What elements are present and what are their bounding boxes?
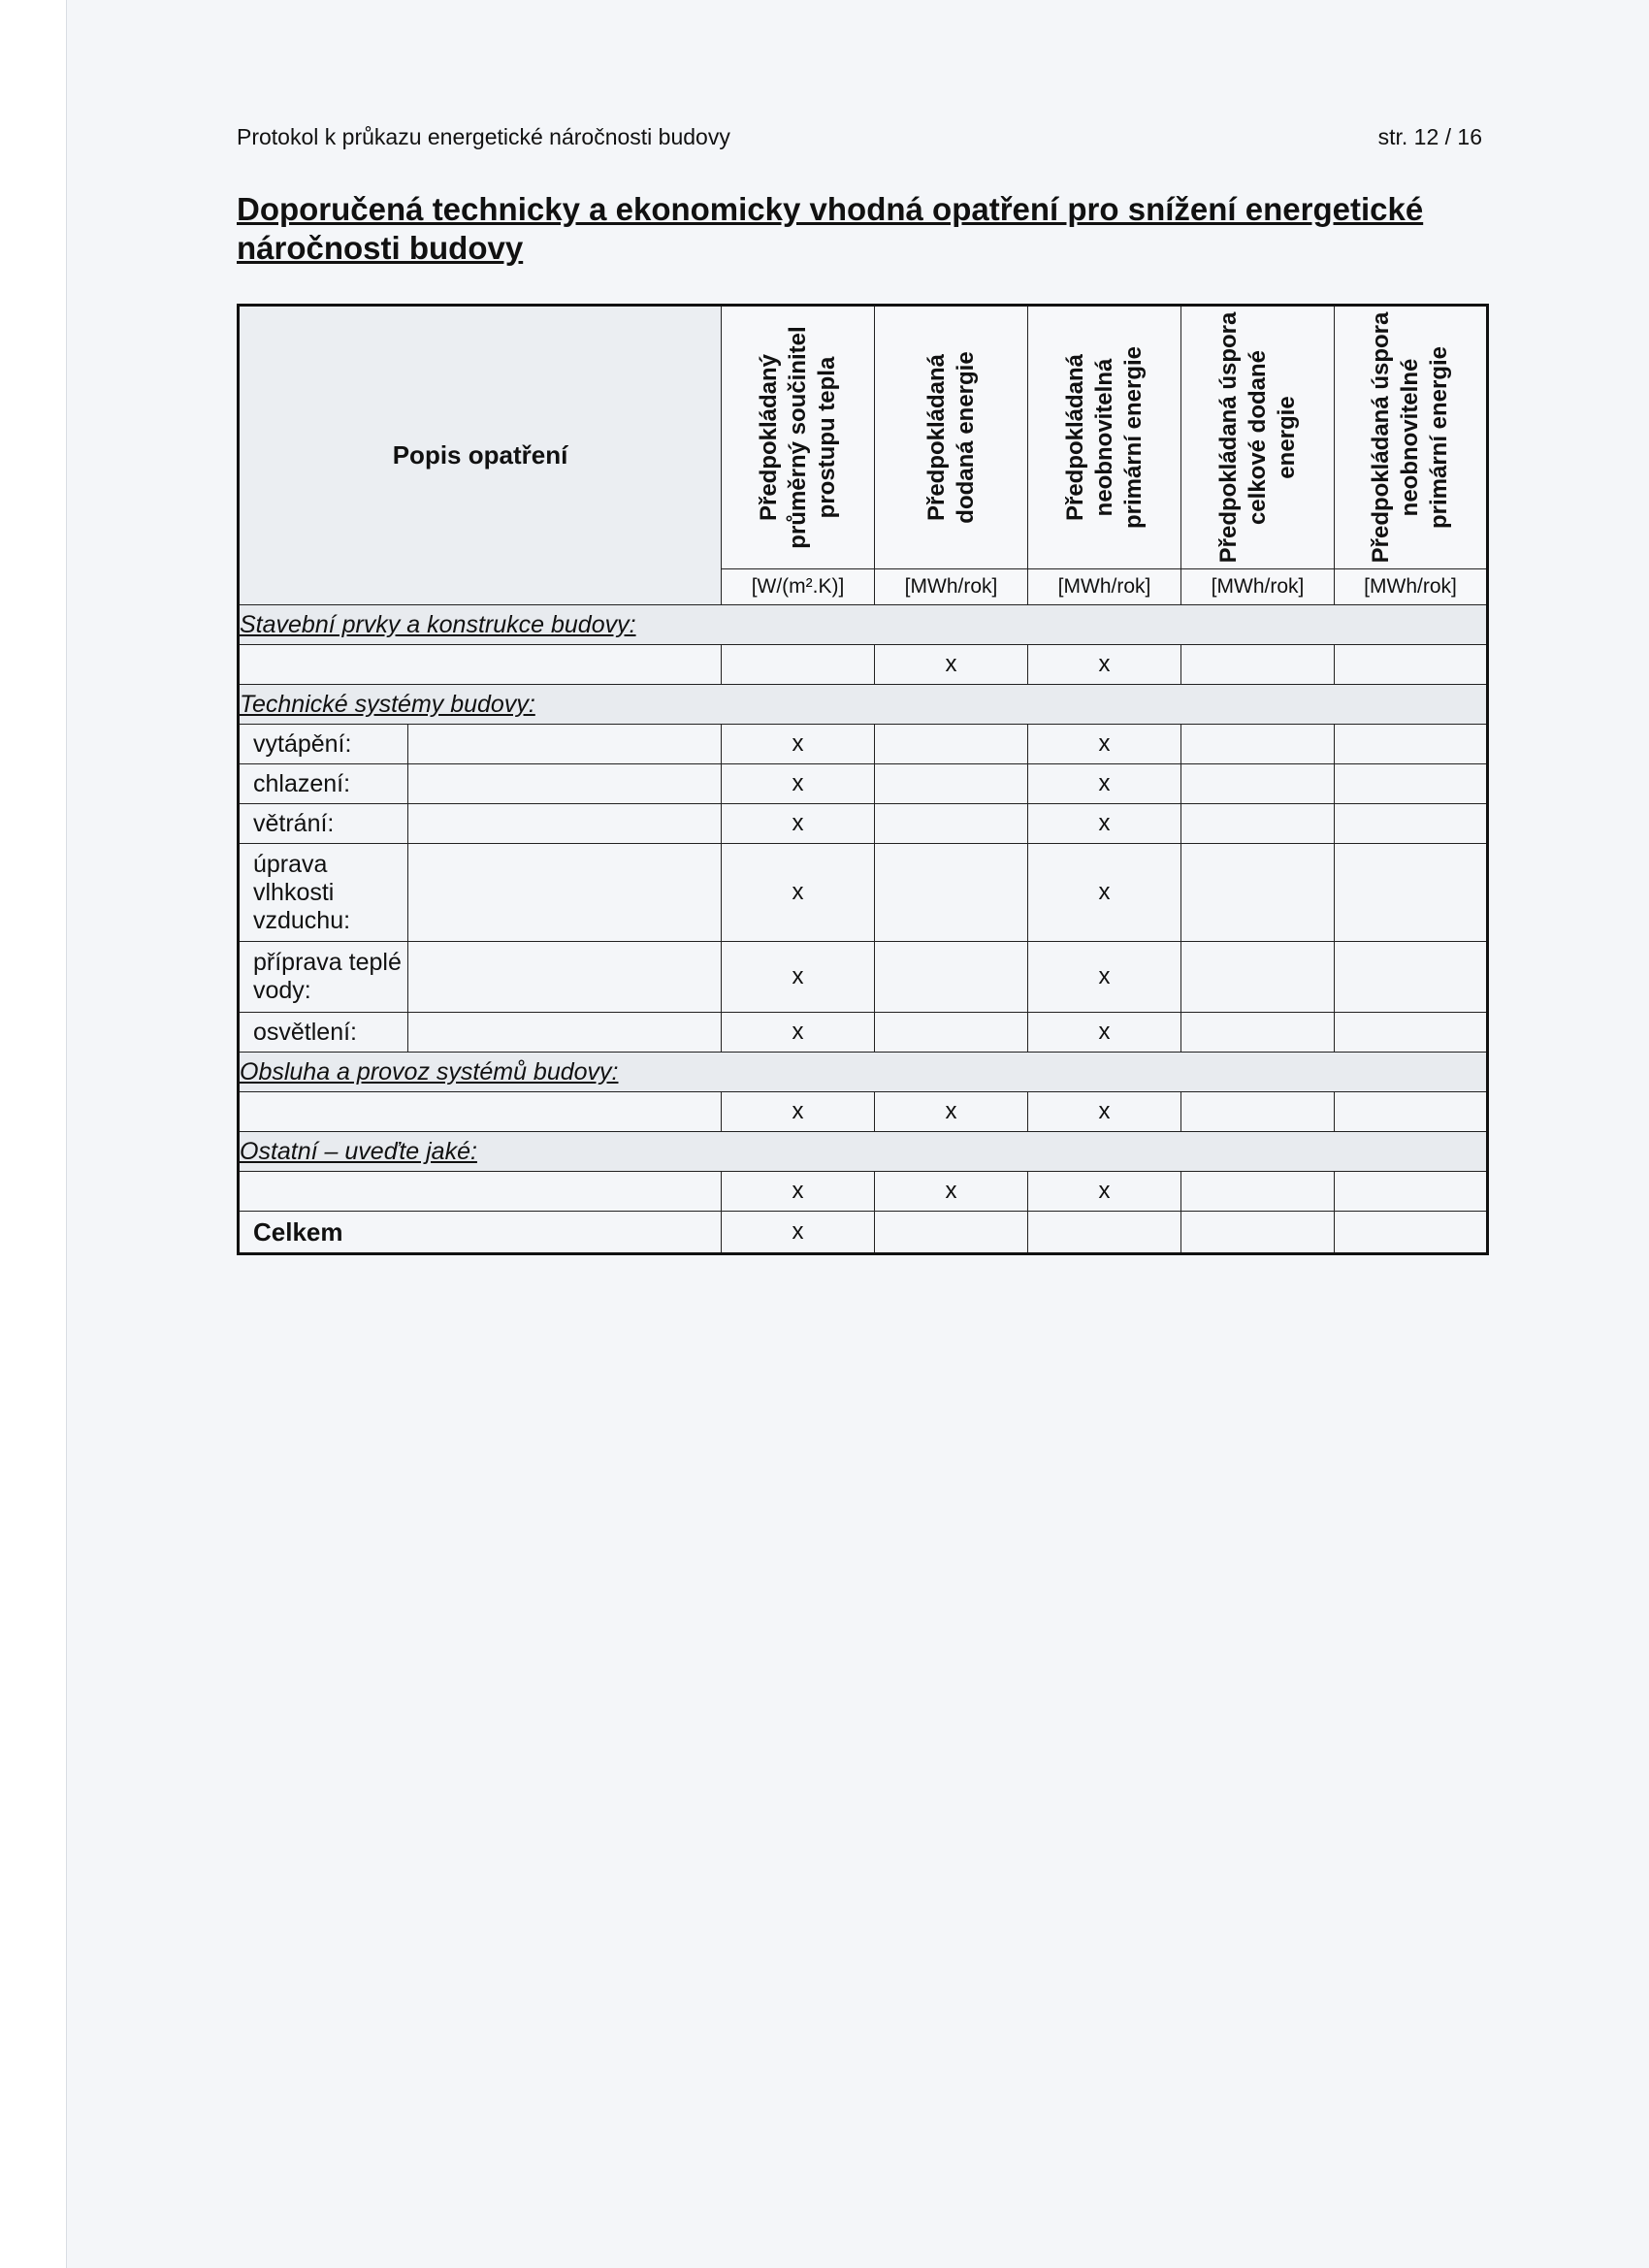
entry-cell: [239, 1092, 722, 1132]
section-label: Stavební prvky a konstrukce budovy:: [239, 605, 1488, 645]
system-label: úprava vlhkosti vzduchu:: [239, 844, 408, 942]
mark-cell: [1335, 1212, 1488, 1254]
mark-cell: [1335, 804, 1488, 844]
page-title: Doporučená technicky a ekonomicky vhodná opatření pro snížení energetické náročnosti budovy: [237, 191, 1424, 266]
mark-cell: [1181, 764, 1335, 804]
table-row: [239, 764, 1488, 804]
column-header: [1028, 306, 1181, 569]
section-row-stavebni: [239, 605, 1488, 645]
page-number: str. 12 / 16: [1377, 124, 1482, 149]
mark-cell: x: [875, 1092, 1028, 1132]
mark-cell: x: [722, 1172, 875, 1212]
mark-cell: [722, 645, 875, 685]
section-label: Technické systémy budovy:: [239, 685, 1488, 725]
mark-cell: [875, 804, 1028, 844]
table-row: [239, 804, 1488, 844]
column-header: [1335, 306, 1488, 569]
mark-cell: [1335, 764, 1488, 804]
mark-cell: [1335, 942, 1488, 1013]
mark-cell: [1335, 844, 1488, 942]
section-row-ostatni: [239, 1132, 1488, 1172]
mark-cell: [1181, 1172, 1335, 1212]
mark-cell: [1181, 1212, 1335, 1254]
column-unit: [W/(m².K)]: [722, 569, 875, 605]
mark-cell: x: [722, 1013, 875, 1053]
table-row: [239, 725, 1488, 764]
column-header-label: Předpokládaný průměrný součinitel prostupu tepla: [755, 326, 840, 549]
entry-cell: [239, 1172, 722, 1212]
table-row: [239, 844, 1488, 942]
column-header: [722, 306, 875, 569]
entry-cell: [408, 725, 722, 764]
entry-cell: [408, 804, 722, 844]
mark-cell: [1181, 725, 1335, 764]
mark-cell: [1335, 1092, 1488, 1132]
table-row: [239, 1013, 1488, 1053]
mark-cell: [1335, 645, 1488, 685]
mark-cell: x: [722, 844, 875, 942]
mark-cell: x: [722, 725, 875, 764]
popis-header: Popis opatření: [239, 306, 722, 605]
total-label: Celkem: [239, 1212, 722, 1254]
section-row-obsluha: [239, 1053, 1488, 1092]
column-unit: [MWh/rok]: [1028, 569, 1181, 605]
mark-cell: x: [722, 804, 875, 844]
mark-cell: x: [1028, 764, 1181, 804]
mark-cell: x: [1028, 645, 1181, 685]
mark-cell: [875, 844, 1028, 942]
system-label: vytápění:: [239, 725, 408, 764]
system-label: osvětlení:: [239, 1013, 408, 1053]
mark-cell: [1181, 1013, 1335, 1053]
mark-cell: [875, 764, 1028, 804]
section-label: Ostatní – uveďte jaké:: [239, 1132, 1488, 1172]
mark-cell: x: [1028, 1172, 1181, 1212]
system-label: větrání:: [239, 804, 408, 844]
column-unit: [MWh/rok]: [1181, 569, 1335, 605]
column-header: [1181, 306, 1335, 569]
entry-cell: [408, 942, 722, 1013]
mark-cell: x: [1028, 942, 1181, 1013]
column-header-label: Předpokládaná úspora celkové dodané energie: [1214, 311, 1300, 564]
measures-table: [237, 304, 1489, 1255]
table-row: [239, 645, 1488, 685]
mark-cell: x: [875, 1172, 1028, 1212]
scan-left-edge: [0, 0, 67, 2268]
column-unit: [MWh/rok]: [1335, 569, 1488, 605]
mark-cell: [1181, 645, 1335, 685]
mark-cell: [1181, 844, 1335, 942]
mark-cell: [875, 725, 1028, 764]
entry-cell: [408, 844, 722, 942]
mark-cell: x: [722, 1212, 875, 1254]
mark-cell: x: [722, 764, 875, 804]
entry-cell: [239, 645, 722, 685]
mark-cell: x: [1028, 1013, 1181, 1053]
mark-cell: x: [875, 645, 1028, 685]
table-row: [239, 942, 1488, 1013]
mark-cell: [875, 942, 1028, 1013]
column-header-label: Předpokládaná neobnovitelná primární energie: [1061, 345, 1147, 530]
column-header-label: Předpokládaná dodaná energie: [922, 351, 979, 524]
section-label: Obsluha a provoz systémů budovy:: [239, 1053, 1488, 1092]
mark-cell: [1335, 1013, 1488, 1053]
mark-cell: [1181, 1092, 1335, 1132]
mark-cell: [1335, 725, 1488, 764]
mark-cell: x: [1028, 844, 1181, 942]
mark-cell: [875, 1013, 1028, 1053]
mark-cell: [1028, 1212, 1181, 1254]
mark-cell: x: [1028, 725, 1181, 764]
entry-cell: [408, 764, 722, 804]
table-row: [239, 1172, 1488, 1212]
document-header-title: Protokol k průkazu energetické náročnosti budovy: [237, 124, 730, 149]
mark-cell: x: [1028, 1092, 1181, 1132]
system-label: chlazení:: [239, 764, 408, 804]
system-label: příprava teplé vody:: [239, 942, 408, 1013]
column-header-label: Předpokládaná úspora neobnovitelné primární energie: [1368, 311, 1453, 564]
mark-cell: [1181, 942, 1335, 1013]
entry-cell: [408, 1013, 722, 1053]
mark-cell: x: [722, 1092, 875, 1132]
mark-cell: x: [722, 942, 875, 1013]
header-row: [239, 306, 1488, 569]
section-row-technicke: [239, 685, 1488, 725]
total-row: [239, 1212, 1488, 1254]
mark-cell: [1181, 804, 1335, 844]
mark-cell: x: [1028, 804, 1181, 844]
mark-cell: [875, 1212, 1028, 1254]
table-row: [239, 1092, 1488, 1132]
column-unit: [MWh/rok]: [875, 569, 1028, 605]
column-header: [875, 306, 1028, 569]
mark-cell: [1335, 1172, 1488, 1212]
